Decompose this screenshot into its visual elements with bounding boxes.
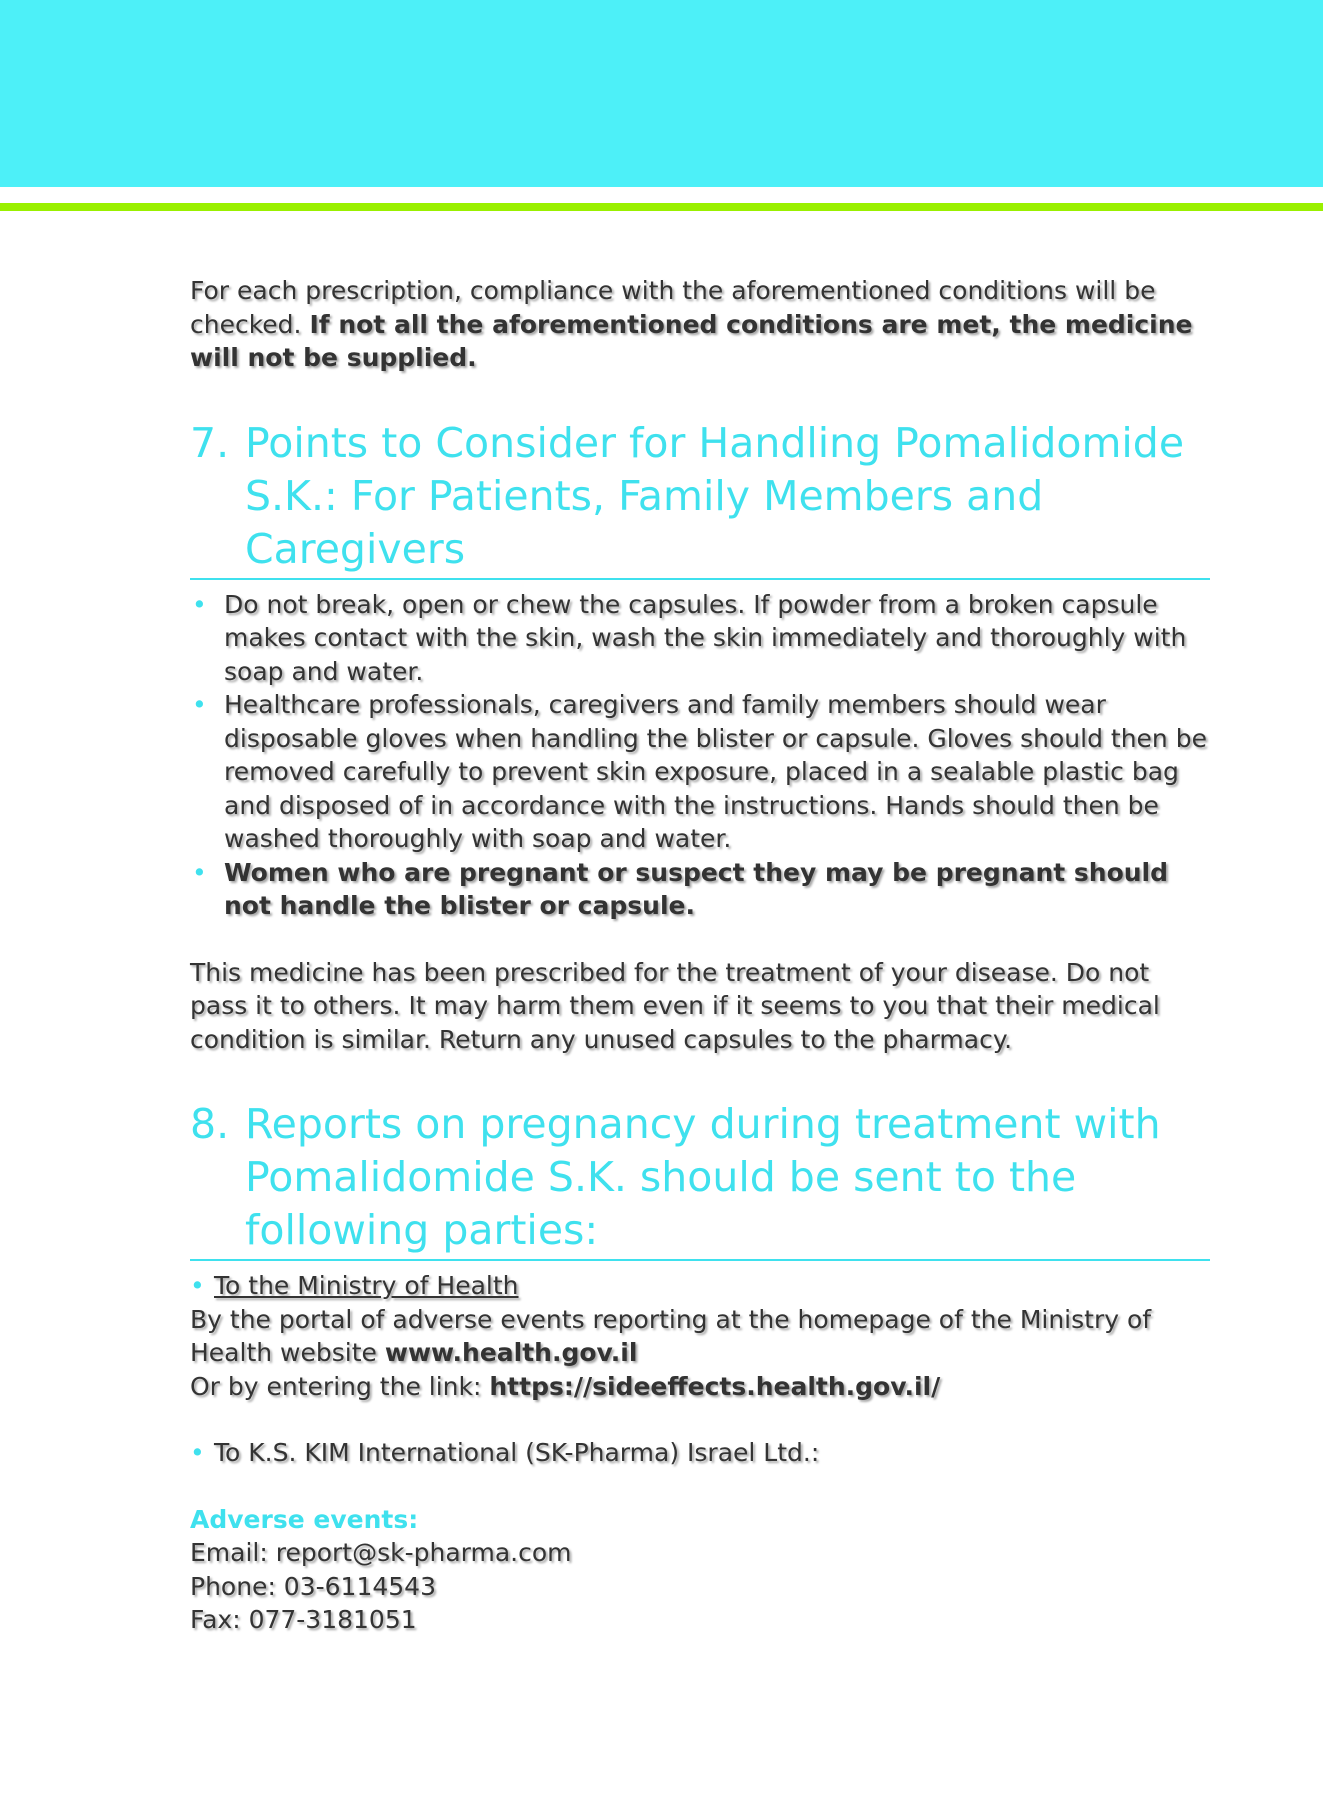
- header-band: [0, 0, 1323, 187]
- company-heading: [190, 1436, 1210, 1470]
- section-7-paragraph: This medicine has been prescribed for the treatment of your disease. Do not pass it to others. It may harm them even if it seems to you that their medical condition is similar. Return any unused capsules to the pharmacy.: [190, 957, 1160, 1054]
- ministry-line1: By the portal of adverse events reporting at the homepage of the Ministry of Health website: [190, 1304, 1152, 1367]
- ministry-website-link[interactable]: www.health.gov.il: [384, 1338, 638, 1367]
- intro-normal-text: For each prescription, compliance with the aforementioned conditions will be checked.: [190, 276, 1156, 339]
- list-item: [190, 588, 1210, 689]
- document-body: [190, 274, 1210, 1637]
- list-item: [190, 688, 1210, 856]
- ministry-link-text: [190, 1370, 1210, 1404]
- bullet-icon: •: [192, 589, 207, 619]
- bullet-icon: •: [192, 690, 207, 719]
- contact-email[interactable]: Email: report@sk-pharma.com: [190, 1538, 572, 1567]
- spacer: [190, 1403, 1210, 1436]
- ministry-portal-text: [190, 1303, 1210, 1370]
- section-7-title: Points to Consider for Handling Pomalidomide S.K.: For Patients, Family Members and Caregivers: [245, 418, 1185, 573]
- intro-bold-text: If not all the aforementioned conditions are met, the medicine will not be supplied.: [190, 309, 1193, 372]
- list-item: [190, 856, 1210, 923]
- ministry-line2: Or by entering the link:: [190, 1371, 482, 1401]
- header-divider-line: [0, 203, 1323, 211]
- bullet-text-bold: Women who are pregnant or suspect they may be pregnant should not handle the blister or capsule.: [224, 857, 1169, 920]
- intro-paragraph: [190, 274, 1210, 375]
- section-7-number: 7.: [190, 418, 230, 467]
- bullet-text: Healthcare professionals, caregivers and family members should wear disposable gloves when handling the blister or capsule. Gloves should then be removed carefully to prevent skin exposure, placed in a sealable plastic bag and disposed of in accordance with the instructions. Hands should then be washed thoroughly with soap and water.: [224, 690, 1207, 853]
- ministry-heading-text: To the Ministry of Health: [214, 1271, 519, 1300]
- bullet-icon: •: [190, 1271, 205, 1300]
- section-7-heading: [190, 417, 1210, 580]
- bullet-icon: •: [192, 857, 207, 887]
- adverse-events-label: Adverse events:: [190, 1504, 419, 1534]
- ministry-sideeffects-link[interactable]: https://sideeffects.health.gov.il/: [489, 1371, 941, 1401]
- section-7-bullet-list: [190, 588, 1210, 923]
- contact-phone: Phone: 03-6114543: [190, 1571, 436, 1601]
- section-8-title: Reports on pregnancy during treatment with Pomalidomide S.K. should be sent to the following parties:: [245, 1100, 1161, 1254]
- ministry-heading: [190, 1269, 1210, 1303]
- section-8-heading: [190, 1098, 1210, 1261]
- section-8-number: 8.: [190, 1100, 230, 1148]
- contact-fax: Fax: 077-3181051: [190, 1605, 417, 1634]
- company-heading-text: To K.S. KIM International (SK-Pharma) Israel Ltd.:: [214, 1438, 820, 1467]
- bullet-text: Do not break, open or chew the capsules. If powder from a broken capsule makes contact with the skin, wash the skin immediately and thoroughly with soap and water.: [224, 589, 1187, 686]
- bullet-icon: •: [190, 1438, 205, 1467]
